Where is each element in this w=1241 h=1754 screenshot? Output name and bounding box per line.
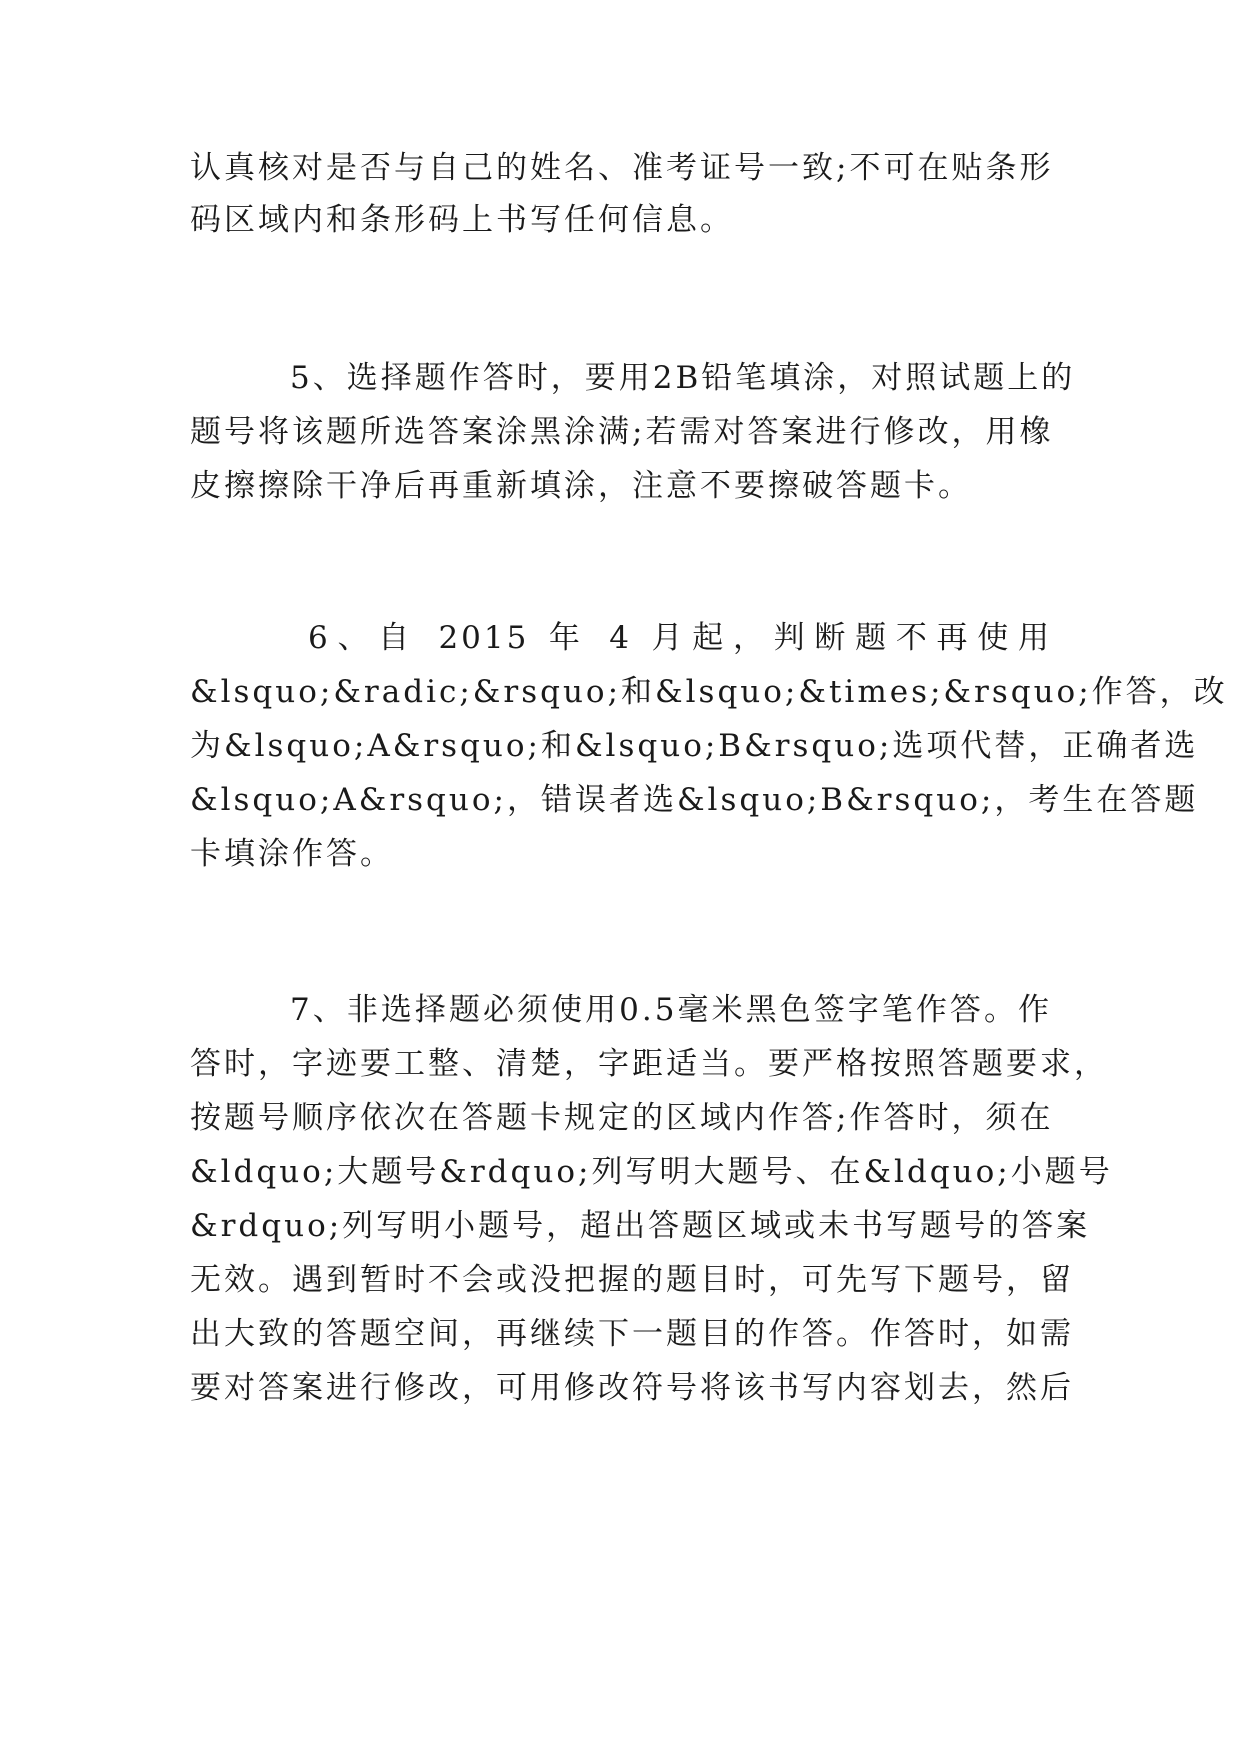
text-line: &rdquo;列写明小题号，超出答题区域或未书写题号的答案 <box>190 1208 1091 1244</box>
text-line: 为&lsquo;A&rsquo;和&lsquo;B&rsquo;选项代替，正确者选 <box>190 728 1199 764</box>
text-line: 7、非选择题必须使用0.5毫米黑色签字笔作答。作 <box>290 992 1052 1028</box>
text-line: &lsquo;A&rsquo;，错误者选&lsquo;B&rsquo;，考生在答题 <box>190 782 1199 818</box>
text-line: 出大致的答题空间，再继续下一题目的作答。作答时，如需 <box>190 1316 1074 1352</box>
text-line: &lsquo;&radic;&rsquo;和&lsquo;&times;&rsquo;作答，改 <box>190 674 1228 710</box>
text-line: &ldquo;大题号&rdquo;列写明大题号、在&ldquo;小题号 <box>190 1154 1113 1190</box>
text-line: 5、选择题作答时，要用2B铅笔填涂，对照试题上的 <box>290 360 1076 396</box>
text-line: 要对答案进行修改，可用修改符号将该书写内容划去，然后 <box>190 1370 1074 1406</box>
text-line: 皮擦擦除干净后再重新填涂，注意不要擦破答题卡。 <box>190 468 972 504</box>
text-line: 码区域内和条形码上书写任何信息。 <box>190 202 734 238</box>
text-line: 卡填涂作答。 <box>190 836 394 872</box>
text-line: 认真核对是否与自己的姓名、准考证号一致;不可在贴条形 <box>190 150 1054 186</box>
text-line: 按题号顺序依次在答题卡规定的区域内作答;作答时，须在 <box>190 1100 1054 1136</box>
text-line: 题号将该题所选答案涂黑涂满;若需对答案进行修改，用橡 <box>190 414 1054 450</box>
text-line: 6、自 2015 年 4 月起，判断题不再使用 <box>308 620 1052 656</box>
text-line: 答时，字迹要工整、清楚，字距适当。要严格按照答题要求， <box>190 1046 1108 1082</box>
text-line: 无效。遇到暂时不会或没把握的题目时，可先写下题号，留 <box>190 1262 1074 1298</box>
